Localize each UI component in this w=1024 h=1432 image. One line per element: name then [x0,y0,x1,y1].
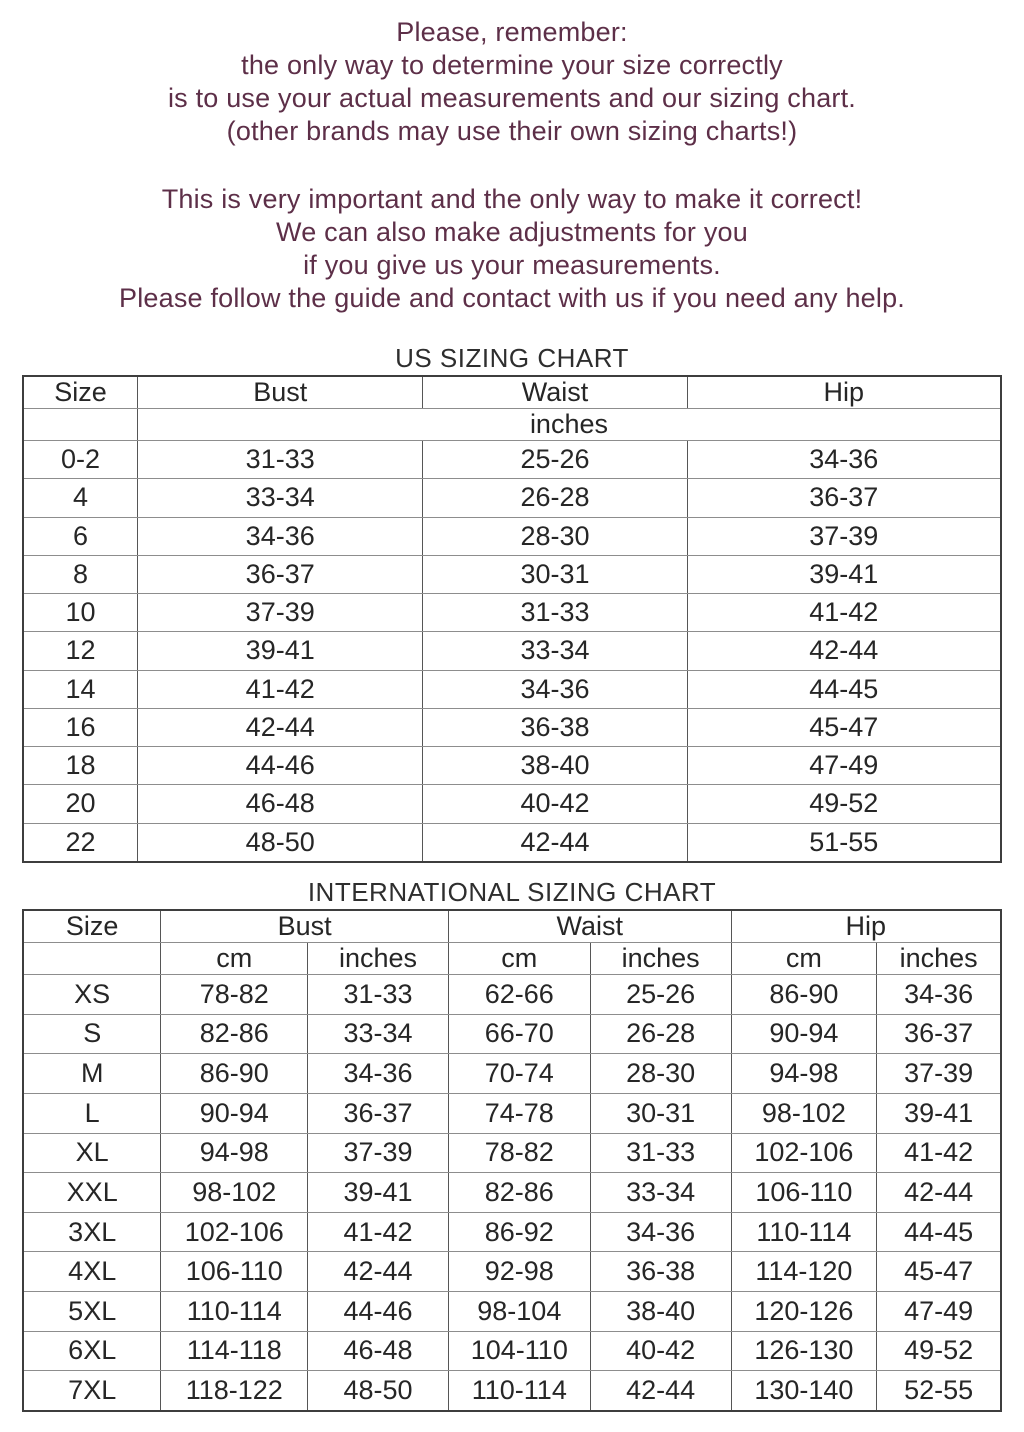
us-col-header-waist: Waist [423,376,687,409]
table-row [23,1014,1001,1054]
measurement-cell: 114-118 [161,1331,308,1371]
measurement-cell: 47-49 [687,747,1001,785]
measurement-cell: 120-126 [731,1292,877,1332]
table-row [23,1252,1001,1292]
intl-col-header-hip: Hip [731,910,1001,943]
measurement-cell: 110-114 [448,1371,590,1411]
measurement-cell: 104-110 [448,1331,590,1371]
table-row [23,1173,1001,1213]
measurement-cell: 31-33 [308,975,449,1015]
measurement-cell: 37-39 [877,1054,1001,1094]
table-row [23,747,1001,785]
size-cell: 12 [23,632,137,670]
measurement-cell: 52-55 [877,1371,1001,1411]
measurement-cell: 86-90 [731,975,877,1015]
measurement-cell: 44-45 [877,1212,1001,1252]
intl-unit-row [23,943,1001,975]
size-cell: 3XL [23,1212,161,1252]
measurement-cell: 40-42 [590,1331,731,1371]
table-row [23,517,1001,555]
measurement-cell: 39-41 [308,1173,449,1213]
measurement-cell: 31-33 [423,594,687,632]
measurement-cell: 36-38 [423,708,687,746]
measurement-cell: 82-86 [161,1014,308,1054]
measurement-cell: 41-42 [308,1212,449,1252]
intro-line-6: We can also make adjustments for you [276,217,748,247]
size-cell: 10 [23,594,137,632]
intro-line-7: if you give us your measurements. [303,250,721,280]
size-cell: 22 [23,823,137,862]
table-row [23,555,1001,593]
measurement-cell: 110-114 [161,1292,308,1332]
measurement-cell: 70-74 [448,1054,590,1094]
measurement-cell: 78-82 [448,1133,590,1173]
size-cell: 6XL [23,1331,161,1371]
measurement-cell: 45-47 [877,1252,1001,1292]
intro-line-4: (other brands may use their own sizing charts!) [226,116,798,146]
measurement-cell: 40-42 [423,785,687,823]
measurement-cell: 39-41 [687,555,1001,593]
table-row [23,479,1001,517]
table-row [23,1054,1001,1094]
measurement-cell: 42-44 [687,632,1001,670]
measurement-cell: 44-46 [137,747,423,785]
us-unit-label: inches [137,409,1001,441]
measurement-cell: 98-102 [161,1173,308,1213]
size-cell: 5XL [23,1292,161,1332]
measurement-cell: 126-130 [731,1331,877,1371]
measurement-cell: 74-78 [448,1093,590,1133]
measurement-cell: 34-36 [308,1054,449,1094]
measurement-cell: 37-39 [137,594,423,632]
size-cell: M [23,1054,161,1094]
measurement-cell: 36-37 [877,1014,1001,1054]
measurement-cell: 42-44 [308,1252,449,1292]
intro-note [0,0,1024,315]
measurement-cell: 66-70 [448,1014,590,1054]
measurement-cell: 102-106 [161,1212,308,1252]
measurement-cell: 33-34 [137,479,423,517]
measurement-cell: 49-52 [687,785,1001,823]
measurement-cell: 98-102 [731,1093,877,1133]
intl-unit-waist-inches: inches [590,943,731,975]
measurement-cell: 90-94 [731,1014,877,1054]
us-sizing-table [22,375,1002,863]
measurement-cell: 30-31 [423,555,687,593]
size-cell: 20 [23,785,137,823]
measurement-cell: 106-110 [731,1173,877,1213]
table-row [23,441,1001,479]
intro-line-8: Please follow the guide and contact with us if you need any help. [118,283,905,313]
intl-col-header-size: Size [23,910,161,943]
measurement-cell: 86-92 [448,1212,590,1252]
measurement-cell: 33-34 [590,1173,731,1213]
intl-header-row [23,910,1001,943]
intl-sizing-table [22,909,1002,1412]
table-row [23,670,1001,708]
size-cell: L [23,1093,161,1133]
measurement-cell: 25-26 [590,975,731,1015]
table-row [23,823,1001,862]
measurement-cell: 94-98 [731,1054,877,1094]
measurement-cell: 26-28 [423,479,687,517]
measurement-cell: 34-36 [137,517,423,555]
measurement-cell: 37-39 [687,517,1001,555]
measurement-cell: 39-41 [137,632,423,670]
measurement-cell: 34-36 [423,670,687,708]
intl-unit-bust-inches: inches [308,943,449,975]
size-cell: 4XL [23,1252,161,1292]
us-header-row [23,376,1001,409]
size-cell: S [23,1014,161,1054]
measurement-cell: 26-28 [590,1014,731,1054]
measurement-cell: 48-50 [137,823,423,862]
measurement-cell: 78-82 [161,975,308,1015]
intl-table-body [23,975,1001,1412]
measurement-cell: 28-30 [423,517,687,555]
measurement-cell: 41-42 [877,1133,1001,1173]
measurement-cell: 34-36 [687,441,1001,479]
measurement-cell: 44-45 [687,670,1001,708]
size-cell: 16 [23,708,137,746]
measurement-cell: 86-90 [161,1054,308,1094]
measurement-cell: 34-36 [590,1212,731,1252]
measurement-cell: 130-140 [731,1371,877,1411]
measurement-cell: 41-42 [687,594,1001,632]
measurement-cell: 30-31 [590,1093,731,1133]
measurement-cell: 62-66 [448,975,590,1015]
intl-chart-title: INTERNATIONAL SIZING CHART [307,877,717,907]
measurement-cell: 94-98 [161,1133,308,1173]
measurement-cell: 31-33 [590,1133,731,1173]
intro-line-2: the only way to determine your size correctly [241,50,783,80]
measurement-cell: 34-36 [877,975,1001,1015]
measurement-cell: 36-37 [308,1093,449,1133]
measurement-cell: 39-41 [877,1093,1001,1133]
intl-unit-waist-cm: cm [448,943,590,975]
measurement-cell: 42-44 [877,1173,1001,1213]
measurement-cell: 49-52 [877,1331,1001,1371]
us-col-header-size: Size [23,376,137,409]
measurement-cell: 37-39 [308,1133,449,1173]
intro-spacer [0,148,1024,183]
table-row [23,594,1001,632]
us-unit-row [23,409,1001,441]
measurement-cell: 110-114 [731,1212,877,1252]
us-table-body [23,441,1001,863]
table-row [23,975,1001,1015]
measurement-cell: 25-26 [423,441,687,479]
size-cell: 6 [23,517,137,555]
measurement-cell: 102-106 [731,1133,877,1173]
measurement-cell: 36-37 [137,555,423,593]
us-col-header-hip: Hip [687,376,1001,409]
measurement-cell: 38-40 [590,1292,731,1332]
size-cell: 8 [23,555,137,593]
table-row [23,632,1001,670]
measurement-cell: 51-55 [687,823,1001,862]
size-cell: XS [23,975,161,1015]
size-cell: XXL [23,1173,161,1213]
table-row [23,1212,1001,1252]
measurement-cell: 92-98 [448,1252,590,1292]
measurement-cell: 45-47 [687,708,1001,746]
us-chart-title: US SIZING CHART [395,343,629,373]
measurement-cell: 46-48 [308,1331,449,1371]
intl-unit-bust-cm: cm [161,943,308,975]
measurement-cell: 33-34 [308,1014,449,1054]
table-row [23,1292,1001,1332]
size-cell: XL [23,1133,161,1173]
size-cell: 0-2 [23,441,137,479]
measurement-cell: 48-50 [308,1371,449,1411]
measurement-cell: 47-49 [877,1292,1001,1332]
intl-unit-empty-cell [23,943,161,975]
intro-line-1: Please, remember: [396,17,628,47]
measurement-cell: 42-44 [590,1371,731,1411]
intl-unit-hip-inches: inches [877,943,1001,975]
table-row [23,708,1001,746]
size-cell: 7XL [23,1371,161,1411]
measurement-cell: 98-104 [448,1292,590,1332]
measurement-cell: 42-44 [423,823,687,862]
us-col-header-bust: Bust [137,376,423,409]
size-cell: 14 [23,670,137,708]
size-cell: 4 [23,479,137,517]
table-row [23,1093,1001,1133]
measurement-cell: 90-94 [161,1093,308,1133]
us-unit-empty-cell [23,409,137,441]
intl-col-header-waist: Waist [448,910,731,943]
measurement-cell: 41-42 [137,670,423,708]
measurement-cell: 38-40 [423,747,687,785]
measurement-cell: 33-34 [423,632,687,670]
table-row [23,1331,1001,1371]
measurement-cell: 44-46 [308,1292,449,1332]
measurement-cell: 114-120 [731,1252,877,1292]
measurement-cell: 31-33 [137,441,423,479]
intl-col-header-bust: Bust [161,910,449,943]
measurement-cell: 118-122 [161,1371,308,1411]
intro-line-3: is to use your actual measurements and our sizing chart. [167,83,857,113]
measurement-cell: 106-110 [161,1252,308,1292]
measurement-cell: 28-30 [590,1054,731,1094]
table-row [23,1133,1001,1173]
table-row [23,785,1001,823]
measurement-cell: 42-44 [137,708,423,746]
measurement-cell: 36-38 [590,1252,731,1292]
table-row [23,1371,1001,1411]
intl-unit-hip-cm: cm [731,943,877,975]
size-cell: 18 [23,747,137,785]
measurement-cell: 46-48 [137,785,423,823]
intro-line-5: This is very important and the only way to make it correct! [161,184,863,214]
measurement-cell: 36-37 [687,479,1001,517]
measurement-cell: 82-86 [448,1173,590,1213]
